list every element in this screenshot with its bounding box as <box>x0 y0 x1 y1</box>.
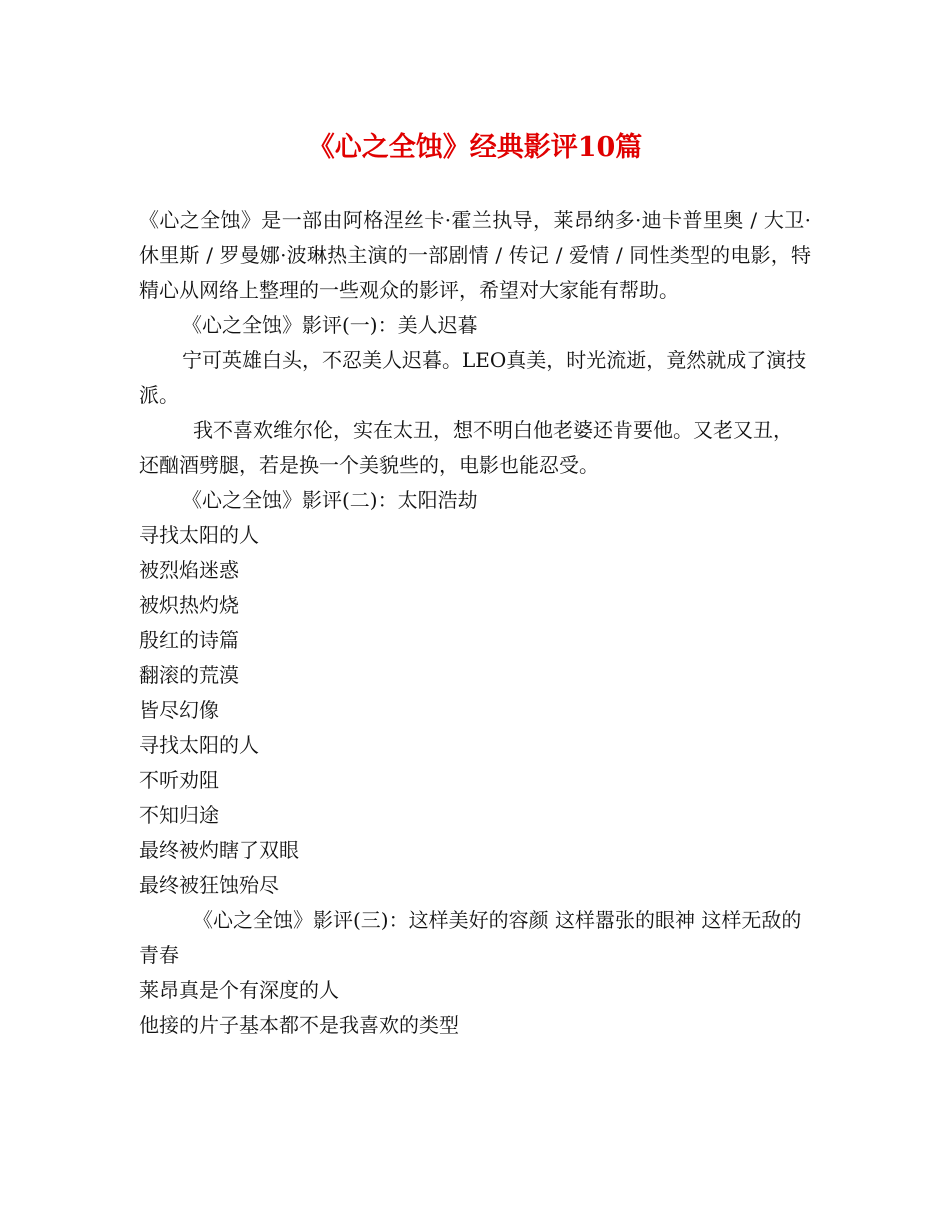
review-3-line-2: 他接的片子基本都不是我喜欢的类型 <box>139 1013 459 1037</box>
poem-line: 不听劝阻 <box>139 768 219 792</box>
review-2-heading: 《心之全蚀》影评(二)：太阳浩劫 <box>182 488 478 512</box>
review-1-heading: 《心之全蚀》影评(一)：美人迟暮 <box>182 313 478 337</box>
poem-line: 被烈焰迷惑 <box>139 558 239 582</box>
document-body <box>139 203 811 1043</box>
intro-paragraph: 《心之全蚀》是一部由阿格涅丝卡·霍兰执导，莱昂纳多·迪卡普里奥 / 大卫·休里斯 / 罗曼娜·波琳热主演的一部剧情 / 传记 / 爱情 / 同性类型的电影，特精心从网络上整理的一些观众的影评，希望对大家能有帮助。 <box>139 208 811 302</box>
poem-line: 翻滚的荒漠 <box>139 663 239 687</box>
poem-line: 皆尽幻像 <box>139 698 219 722</box>
poem-line: 最终被狂蚀殆尽 <box>139 873 279 897</box>
review-3-heading: 《心之全蚀》影评(三)：这样美好的容颜 这样嚣张的眼神 这样无敌的青春 <box>139 908 802 967</box>
review-1-paragraph-1: 宁可英雄白头，不忍美人迟暮。LEO真美，时光流逝，竟然就成了演技派。 <box>139 348 807 407</box>
poem-line: 被炽热灼烧 <box>139 593 239 617</box>
document-title: 《心之全蚀》经典影评10篇 <box>307 132 643 163</box>
poem-line: 寻找太阳的人 <box>139 733 259 757</box>
review-1-paragraph-2: 我不喜欢维尔伦，实在太丑，想不明白他老婆还肯要他。又老又丑，还酗酒劈腿，若是换一个美貌些的，电影也能忍受。 <box>139 418 793 477</box>
poem-line: 殷红的诗篇 <box>139 628 239 652</box>
poem-line-first: 寻找太阳的人 <box>139 523 259 547</box>
review-3-line-1: 莱昂真是个有深度的人 <box>139 978 339 1002</box>
poem-line: 不知归途 <box>139 803 219 827</box>
poem-line: 最终被灼瞎了双眼 <box>139 838 299 862</box>
